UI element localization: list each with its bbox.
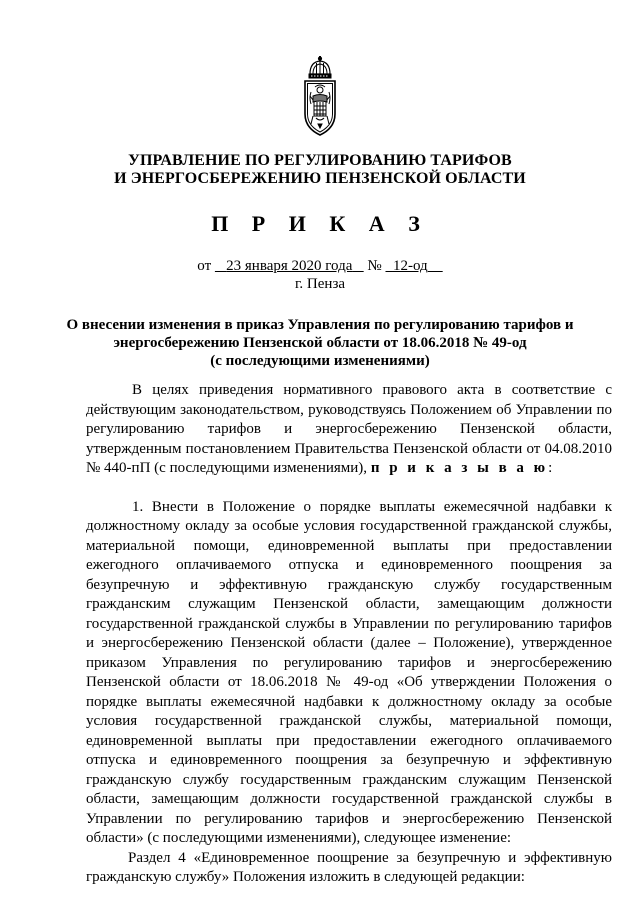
preamble-paragraph	[86, 381, 612, 479]
number-field	[385, 258, 442, 274]
organization-name-line2: И ЭНЕРГОСБЕРЕЖЕНИЮ ПЕНЗЕНСКОЙ ОБЛАСТИ	[114, 170, 526, 187]
document-body	[86, 381, 612, 888]
preamble-text: В целях приведения нормативного правового акта в соответствие с действующим законодательством, руководствуясь Положением об Управлении по регулированию тарифов и энергосбережению Пензенской области, утвержденным постановлением Правительства Пензенской области от 04.08.2010 № 440-пП (с последующими изменениями),	[86, 382, 612, 476]
city: г. Пенза	[294, 276, 346, 292]
subject-line2: энергосбережению Пензенской области от 18.06.2018 № 49-од	[113, 335, 527, 351]
organization-name	[0, 152, 640, 188]
document-type: П Р И К А З	[211, 211, 429, 236]
document-subject	[60, 316, 580, 370]
number-value: 12-од	[392, 258, 428, 274]
item-1-paragraph: 1. Внести в Положение о порядке выплаты ежемесячной надбавки к должностному окладу за особые условия государственной гражданской службы, материальной помощи, единовременной выплаты при предоставлении ежегодного оплачиваемого отпуска и единовременного поощрения за безупречную и эффективную гражданскую службу государственным гражданским служащим Пензенской области, замещающим должности государственной гражданской службы в Управлении по регулированию тарифов и энергосбережению Пензенской области (далее – Положение), утвержденное приказом Управления по регулированию тарифов и энергосбережению Пензенской области от 18.06.2018 № 49-од «Об утверждении Положения о порядке выплаты ежемесячной надбавки к должностному окладу за особые условия государственной гражданской службы, материальной помощи, единовременной выплаты при предоставлении ежегодного оплачиваемого отпуска и единовременного поощрения за безупречную и эффективную гражданскую службу государственным гражданским служащим Пензенской области, замещающим должности государственной гражданской службы в Управлении по регулированию тарифов и энергосбережению Пензенской области» (с последующими изменениями), следующее изменение:	[86, 498, 612, 846]
subject-line3: (с последующими изменениями)	[210, 353, 430, 369]
organization-name-line1: УПРАВЛЕНИЕ ПО РЕГУЛИРОВАНИЮ ТАРИФОВ	[128, 152, 512, 169]
number-sign: №	[367, 258, 382, 274]
section-4-paragraph: Раздел 4 «Единовременное поощрение за безупречную и эффективную гражданскую службу» Положения изложить в следующей редакции:	[86, 849, 612, 885]
date-field	[215, 258, 364, 274]
order-word: п р и к а з ы в а ю	[370, 460, 549, 476]
coat-of-arms-icon	[299, 56, 341, 140]
date-value: 23 января 2020 года	[226, 258, 353, 274]
subject-line1: О внесении изменения в приказ Управления по регулированию тарифов и	[66, 317, 574, 333]
date-prefix: от	[197, 258, 212, 274]
order-colon: :	[548, 460, 553, 476]
date-number-line	[0, 257, 640, 275]
